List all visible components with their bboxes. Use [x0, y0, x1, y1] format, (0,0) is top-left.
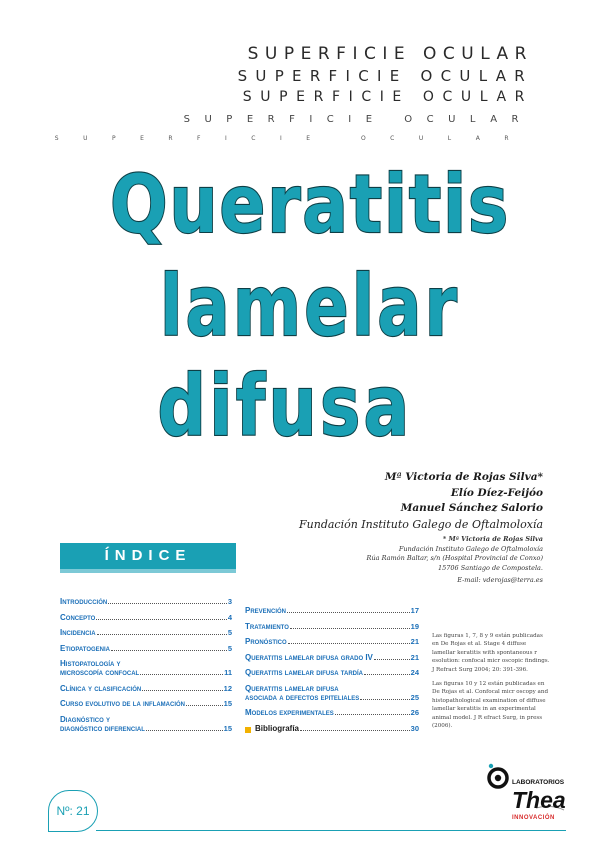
toc-entry[interactable]	[60, 613, 232, 622]
toc-label: Diagnóstico y	[60, 714, 111, 724]
address-line-1: Fundación Instituto Galego de Oftalmoloxía	[398, 544, 543, 553]
correspondence-address	[367, 535, 543, 586]
toc-label: Introducción	[60, 597, 108, 606]
toc-entry[interactable]	[245, 684, 419, 702]
header-line-5: SUPERFICIE OCULAR	[54, 135, 533, 142]
toc-entry[interactable]	[245, 653, 419, 662]
address-line-3: 15706 Santiago de Compostela.	[438, 563, 543, 572]
toc-entry[interactable]	[60, 644, 232, 653]
toc-page: 5	[227, 643, 232, 653]
toc-entry[interactable]	[245, 708, 419, 717]
toc-leader	[142, 690, 222, 691]
bullet-square-icon	[245, 727, 251, 733]
toc-label: Pronóstico	[245, 637, 287, 646]
toc-label: Histopatología y	[60, 659, 121, 668]
toc-column-2	[245, 606, 419, 739]
toc-leader	[300, 730, 410, 731]
toc-entry[interactable]	[60, 715, 232, 733]
toc-entry[interactable]	[60, 684, 232, 693]
institution: Fundación Instituto Galego de Oftalmoloxía	[299, 518, 543, 531]
toc-page: 21	[410, 652, 419, 662]
toc-leader	[96, 619, 226, 620]
toc-label: asociada a defectos epiteliales	[245, 692, 360, 702]
toc-entry[interactable]	[60, 597, 232, 606]
toc-label: Queratitis lamelar difusa grado IV	[245, 652, 373, 662]
toc-leader	[290, 628, 410, 629]
document-title	[95, 160, 535, 470]
toc-leader	[364, 674, 410, 675]
toc-page: 26	[410, 708, 419, 717]
author-3: Manuel Sánchez Salorio	[400, 502, 543, 514]
footer-rule	[96, 830, 566, 831]
toc-leader	[288, 643, 410, 644]
toc-page: 30	[410, 723, 419, 733]
toc-label: Curso evolutivo de la inflamación	[60, 699, 185, 708]
toc-leader	[360, 699, 409, 700]
toc-leader	[374, 659, 410, 660]
toc-label: Concepto	[60, 612, 96, 622]
toc-entry[interactable]	[60, 699, 232, 708]
toc-page: 19	[410, 621, 419, 631]
toc-label: Incidencia	[60, 628, 96, 637]
toc-label: microscopía confocal	[60, 668, 140, 677]
address-name: * Mª Victoria de Rojas Silva	[442, 535, 543, 543]
toc-leader	[140, 674, 223, 675]
note-1: Las figuras 1, 7, 8 y 9 están publicadas en De Rojas et al. Stage 4 diffuse lamellar keratitis with spontaneous r esolution: confocal micr oscopic findings. J Refract Surg 2004; 20: 391-396.	[432, 633, 550, 673]
toc-leader	[111, 650, 227, 651]
toc-page: 21	[410, 637, 419, 646]
toc-label: Prevención	[245, 606, 287, 615]
note-2: Las figuras 10 y 12 están publicadas en De Rojas et al. Confocal micr oscopy and histopathological examination of diffuse lamellar keratitis in an experimental animal model. J R efract Surg, in press (2006).	[432, 681, 549, 730]
author-1: Mª Victoria de Rojas Silva*	[384, 471, 543, 483]
toc-leader	[287, 612, 410, 613]
address-line-2: Rúa Ramón Baltar, s/n (Hospital Provincial de Conxo)	[366, 554, 543, 562]
toc-page: 4	[227, 612, 232, 622]
toc-page: 15	[223, 699, 232, 708]
toc-page: 15	[223, 723, 232, 733]
toc-page: 17	[410, 606, 419, 615]
toc-leader	[108, 603, 227, 604]
author-2: Elío Díez-Feijóo	[450, 486, 543, 499]
toc-leader	[186, 705, 223, 706]
title-line-1: Queratitis	[110, 160, 510, 251]
title-line-2: lamelar	[160, 257, 460, 355]
toc-label: Queratitis lamelar difusa	[245, 683, 339, 693]
address-email[interactable]: E-mail: vderojas@terra.es	[457, 576, 543, 584]
toc-page: 24	[410, 668, 419, 677]
toc-entry-bibliography[interactable]	[245, 724, 419, 733]
toc-entry[interactable]	[245, 637, 419, 646]
header-line-3: SUPERFICIE OCULAR	[242, 89, 533, 105]
toc-entry[interactable]	[245, 668, 419, 677]
logo-thea: Thea	[512, 787, 566, 813]
logo-laboratorios: LABORATORIOS	[512, 779, 565, 786]
header-line-4: SUPERFICIE OCULAR	[183, 114, 533, 125]
issue-number-badge: Nº: 21	[48, 790, 98, 832]
toc-page: 3	[227, 597, 232, 606]
toc-page: 25	[410, 692, 419, 702]
toc-page: 12	[223, 683, 232, 693]
figure-notes	[432, 632, 550, 736]
index-banner: ÍNDICE	[60, 543, 236, 569]
header-line-1: SUPERFICIE OCULAR	[247, 44, 533, 64]
toc-leader	[335, 714, 410, 715]
toc-leader	[97, 634, 227, 635]
toc-label: Modelos experimentales	[245, 708, 334, 717]
toc-entry[interactable]	[245, 606, 419, 615]
toc-label: Queratitis lamelar difusa tardía	[245, 668, 363, 677]
toc-leader	[146, 730, 223, 731]
toc-page: 11	[224, 668, 232, 677]
logo-innovacion: INNOVACIÓN	[512, 815, 555, 821]
toc-label: Bibliografía	[255, 723, 300, 733]
toc-column-1	[60, 597, 232, 739]
title-line-3: difusa	[157, 357, 413, 455]
toc-label: Tratamiento	[245, 621, 289, 631]
toc-entry[interactable]	[60, 628, 232, 637]
toc-page: 5	[227, 628, 232, 637]
toc-label: Etiopatogenia	[60, 643, 111, 653]
toc-label: diagnóstico diferencial	[60, 723, 145, 733]
toc-entry[interactable]	[60, 659, 232, 677]
header-line-2: SUPERFICIE OCULAR	[237, 67, 533, 85]
toc-entry[interactable]	[245, 622, 419, 631]
toc-label: Clínica y clasificación	[60, 683, 142, 693]
index-banner-shadow	[60, 569, 236, 573]
author-list	[385, 470, 543, 517]
